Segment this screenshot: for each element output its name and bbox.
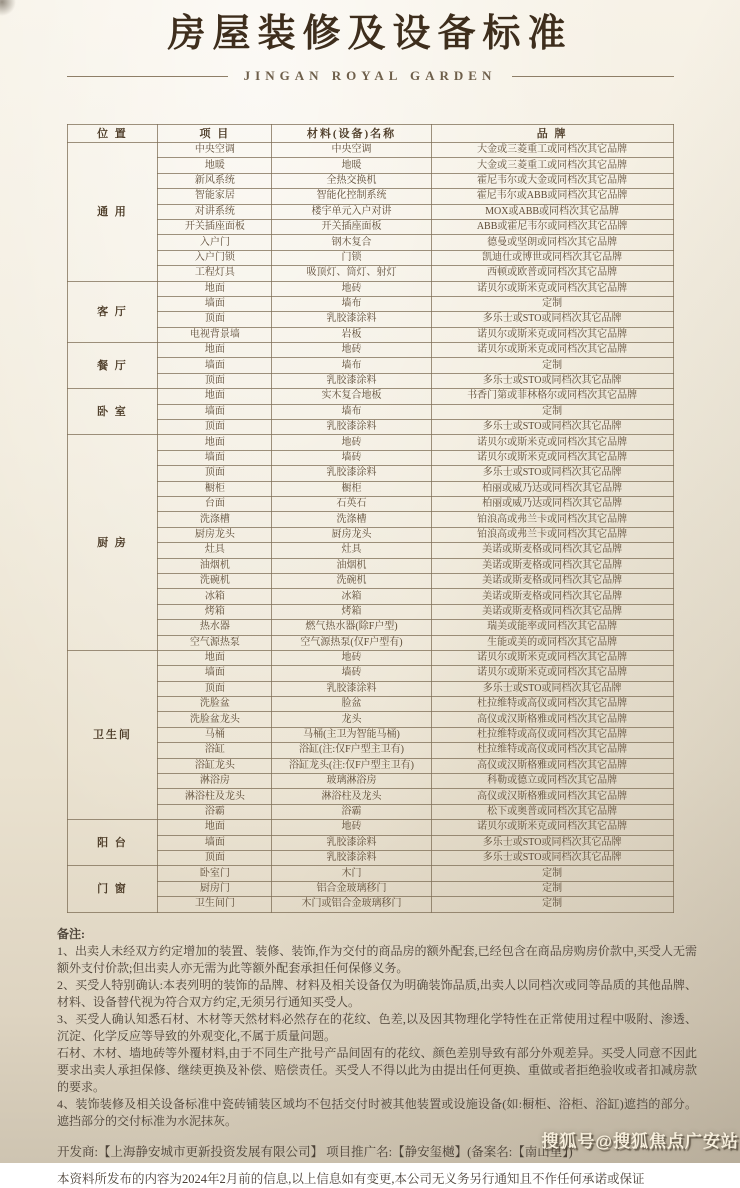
table-row (67, 835, 673, 850)
subtitle-left-rule (67, 76, 228, 77)
header-brand: 品 牌 (431, 125, 673, 143)
item-cell: 淋浴柱及龙头 (158, 789, 272, 804)
material-cell: 实木复合地板 (272, 389, 431, 404)
table-row (67, 804, 673, 819)
material-cell: 墙砖 (272, 450, 431, 465)
table-row (67, 697, 673, 712)
item-cell: 开关插座面板 (158, 219, 272, 234)
item-cell: 顶面 (158, 681, 272, 696)
watermark: 搜狐号@搜狐焦点广安站 (541, 1132, 739, 1151)
table-row (67, 420, 673, 435)
table-row (67, 235, 673, 250)
material-cell: 玻璃淋浴房 (272, 774, 431, 789)
brand-cell: 杜拉维特或高仪或同档次其它品牌 (431, 727, 673, 742)
table-row (67, 820, 673, 835)
material-cell: 地砖 (272, 650, 431, 665)
material-cell: 龙头 (272, 712, 431, 727)
table-header-row (67, 125, 673, 143)
item-cell: 墙面 (158, 296, 272, 311)
material-cell: 厨房龙头 (272, 527, 431, 542)
brand-cell: 多乐士或STO或同档次其它品牌 (431, 850, 673, 865)
brand-cell: 铂浪高或弗兰卡或同档次其它品牌 (431, 512, 673, 527)
item-cell: 浴缸龙头 (158, 758, 272, 773)
material-cell: 墙布 (272, 358, 431, 373)
material-cell: 地暖 (272, 158, 431, 173)
item-cell: 顶面 (158, 466, 272, 481)
item-cell: 浴霸 (158, 804, 272, 819)
material-cell: 铝合金玻璃移门 (272, 881, 431, 896)
item-cell: 中央空调 (158, 143, 272, 158)
item-cell: 地面 (158, 343, 272, 358)
material-cell: 楼宇单元入户对讲 (272, 204, 431, 219)
brand-cell: 诺贝尔或斯米克或同档次其它品牌 (431, 666, 673, 681)
item-cell: 入户门 (158, 235, 272, 250)
brand-cell: 松下或奥普或同档次其它品牌 (431, 804, 673, 819)
material-cell: 中央空调 (272, 143, 431, 158)
spec-table-body (67, 125, 673, 913)
table-row (67, 327, 673, 342)
table-row (67, 358, 673, 373)
material-cell: 油烟机 (272, 558, 431, 573)
item-cell: 卧室门 (158, 866, 272, 881)
material-cell: 地砖 (272, 343, 431, 358)
brand-cell: 生能或美的或同档次其它品牌 (431, 635, 673, 650)
brand-cell: 高仪或汉斯格雅或同档次其它品牌 (431, 712, 673, 727)
material-cell: 空气源热泵(仅F户型有) (272, 635, 431, 650)
page-title: 房屋装修及设备标准 (167, 13, 573, 55)
material-cell: 门锁 (272, 250, 431, 265)
table-row (67, 620, 673, 635)
brand-cell: 美诺或斯麦格或同档次其它品牌 (431, 543, 673, 558)
table-row (67, 219, 673, 234)
brand-cell: ABB或霍尼韦尔或同档次其它品牌 (431, 219, 673, 234)
notes-label: 备注: (57, 926, 85, 941)
table-row (67, 866, 673, 881)
material-cell: 乳胶漆涂料 (272, 466, 431, 481)
brand-cell: 美诺或斯麦格或同档次其它品牌 (431, 558, 673, 573)
notes-list (57, 943, 697, 1130)
table-row (67, 881, 673, 896)
item-cell: 空气源热泵 (158, 635, 272, 650)
location-cell: 阳 台 (67, 820, 158, 866)
material-cell: 乳胶漆涂料 (272, 312, 431, 327)
table-row (67, 343, 673, 358)
brand-cell: 杜拉维特或高仪或同档次其它品牌 (431, 743, 673, 758)
item-cell: 灶具 (158, 543, 272, 558)
brand-cell: 多乐士或STO或同档次其它品牌 (431, 835, 673, 850)
brand-cell: 定制 (431, 404, 673, 419)
item-cell: 地面 (158, 650, 272, 665)
table-row (67, 774, 673, 789)
material-cell: 浴缸龙头(注:仅F户型主卫有) (272, 758, 431, 773)
table-row (67, 604, 673, 619)
item-cell: 墙面 (158, 404, 272, 419)
item-cell: 墙面 (158, 358, 272, 373)
table-row (67, 650, 673, 665)
table-row (67, 450, 673, 465)
material-cell: 木门 (272, 866, 431, 881)
item-cell: 墙面 (158, 666, 272, 681)
note-item: 4、装饰装修及相关设备标准中瓷砖铺装区域均不包括交付时被其他装置或设施设备(如:橱柜、浴柜、浴缸)遮挡的部分。遮挡部分的交付标准为水泥抹灰。 (57, 1096, 697, 1128)
brand-cell: 定制 (431, 296, 673, 311)
table-row (67, 666, 673, 681)
brand-cell: 霍尼韦尔或大金或同档次其它品牌 (431, 173, 673, 188)
material-cell: 乳胶漆涂料 (272, 420, 431, 435)
item-cell: 马桶 (158, 727, 272, 742)
brand-cell: 大金或三菱重工或同档次其它品牌 (431, 158, 673, 173)
item-cell: 地面 (158, 281, 272, 296)
item-cell: 智能家居 (158, 189, 272, 204)
brand-cell: 高仪或汉斯格雅或同档次其它品牌 (431, 758, 673, 773)
brand-cell: 科勒或德立或同档次其它品牌 (431, 774, 673, 789)
material-cell: 智能化控制系统 (272, 189, 431, 204)
brand-cell: 高仪或汉斯格雅或同档次其它品牌 (431, 789, 673, 804)
table-row (67, 266, 673, 281)
brand-cell: 诺贝尔或斯米克或同档次其它品牌 (431, 450, 673, 465)
brand-cell: 大金或三菱重工或同档次其它品牌 (431, 143, 673, 158)
location-cell: 卧 室 (67, 389, 158, 435)
brand-cell: 西顿或欧普或同档次其它品牌 (431, 266, 673, 281)
table-row (67, 435, 673, 450)
table-row (67, 404, 673, 419)
item-cell: 台面 (158, 496, 272, 511)
header-item: 项 目 (158, 125, 272, 143)
page-subtitle (67, 68, 674, 84)
table-row (67, 373, 673, 388)
item-cell: 地面 (158, 435, 272, 450)
item-cell: 洗碗机 (158, 573, 272, 588)
item-cell: 顶面 (158, 373, 272, 388)
table-row (67, 558, 673, 573)
note-item: 1、出卖人未经双方约定增加的装置、装修、装饰,作为交付的商品房的额外配套,已经包含在商品房购房价款中,买受人无需额外支付价款;但出卖人亦无需为此等额外配套承担任何保修义务。 (57, 943, 697, 975)
material-cell: 吸顶灯、筒灯、射灯 (272, 266, 431, 281)
brand-cell: 诺贝尔或斯米克或同档次其它品牌 (431, 281, 673, 296)
header-material: 材料(设备)名称 (272, 125, 431, 143)
brand-cell: 诺贝尔或斯米克或同档次其它品牌 (431, 327, 673, 342)
spec-table (67, 124, 674, 913)
item-cell: 卫生间门 (158, 897, 272, 912)
brand-cell: 铂浪高或弗兰卡或同档次其它品牌 (431, 527, 673, 542)
material-cell: 墙布 (272, 404, 431, 419)
table-row (67, 758, 673, 773)
table-row (67, 204, 673, 219)
item-cell: 墙面 (158, 835, 272, 850)
item-cell: 新风系统 (158, 173, 272, 188)
material-cell: 钢木复合 (272, 235, 431, 250)
item-cell: 顶面 (158, 420, 272, 435)
item-cell: 厨房门 (158, 881, 272, 896)
item-cell: 顶面 (158, 850, 272, 865)
location-cell: 通 用 (67, 143, 158, 282)
material-cell: 墙布 (272, 296, 431, 311)
material-cell: 冰箱 (272, 589, 431, 604)
item-cell: 地面 (158, 389, 272, 404)
table-row (67, 897, 673, 912)
brand-cell: 德曼或坚朗或同档次其它品牌 (431, 235, 673, 250)
material-cell: 地砖 (272, 281, 431, 296)
item-cell: 热水器 (158, 620, 272, 635)
material-cell: 石英石 (272, 496, 431, 511)
table-row (67, 189, 673, 204)
material-cell: 脸盆 (272, 697, 431, 712)
material-cell: 浴缸(注:仅F户型主卫有) (272, 743, 431, 758)
item-cell: 顶面 (158, 312, 272, 327)
table-row (67, 712, 673, 727)
material-cell: 淋浴柱及龙头 (272, 789, 431, 804)
table-row (67, 743, 673, 758)
brand-cell: 柏丽或威乃达或同档次其它品牌 (431, 481, 673, 496)
item-cell: 工程灯具 (158, 266, 272, 281)
header-location: 位 置 (67, 125, 158, 143)
material-cell: 马桶(主卫为智能马桶) (272, 727, 431, 742)
material-cell: 乳胶漆涂料 (272, 835, 431, 850)
notes-section (57, 926, 697, 1130)
brand-cell: 柏丽或威乃达或同档次其它品牌 (431, 496, 673, 511)
material-cell: 木门或铝合金玻璃移门 (272, 897, 431, 912)
table-row (67, 850, 673, 865)
brand-cell: 定制 (431, 897, 673, 912)
table-row (67, 512, 673, 527)
note-item: 3、买受人确认知悉石材、木材等天然材料必然存在的花纹、色差,以及因其物理化学特性在正常使用过程中吸附、渗透、沉淀、化学反应等导致的外观变化,不属于质量问题。 (57, 1011, 697, 1043)
table-row (67, 527, 673, 542)
material-cell: 洗涤槽 (272, 512, 431, 527)
brand-cell: 凯迪仕或博世或同档次其它品牌 (431, 250, 673, 265)
table-row (67, 281, 673, 296)
brand-cell: MOX或ABB或同档次其它品牌 (431, 204, 673, 219)
material-cell: 地砖 (272, 435, 431, 450)
table-row (67, 789, 673, 804)
item-cell: 地暖 (158, 158, 272, 173)
material-cell: 燃气热水器(除F户型) (272, 620, 431, 635)
item-cell: 地面 (158, 820, 272, 835)
developer-line: 开发商:【上海静安城市更新投资发展有限公司】 项目推广名:【静安玺樾】(备案名:【南山里】) (57, 1144, 573, 1159)
material-cell: 灶具 (272, 543, 431, 558)
table-row (67, 573, 673, 588)
table-row (67, 312, 673, 327)
brand-cell: 书香门第或菲林格尔或同档次其它品牌 (431, 389, 673, 404)
item-cell: 入户门锁 (158, 250, 272, 265)
brand-cell: 美诺或斯麦格或同档次其它品牌 (431, 573, 673, 588)
brand-cell: 定制 (431, 358, 673, 373)
subtitle-right-rule (512, 76, 673, 77)
table-row (67, 158, 673, 173)
item-cell: 洗脸盆 (158, 697, 272, 712)
item-cell: 厨房龙头 (158, 527, 272, 542)
material-cell: 墙砖 (272, 666, 431, 681)
table-row (67, 143, 673, 158)
table-row (67, 296, 673, 311)
brand-cell: 美诺或斯麦格或同档次其它品牌 (431, 589, 673, 604)
material-cell: 洗碗机 (272, 573, 431, 588)
material-cell: 浴霸 (272, 804, 431, 819)
material-cell: 岩板 (272, 327, 431, 342)
brand-cell: 诺贝尔或斯米克或同档次其它品牌 (431, 820, 673, 835)
brand-cell: 诺贝尔或斯米克或同档次其它品牌 (431, 650, 673, 665)
subtitle-text: JINGAN ROYAL GARDEN (243, 68, 497, 83)
material-cell: 开关插座面板 (272, 219, 431, 234)
location-cell: 餐 厅 (67, 343, 158, 389)
brand-cell: 诺贝尔或斯米克或同档次其它品牌 (431, 343, 673, 358)
brand-cell: 诺贝尔或斯米克或同档次其它品牌 (431, 435, 673, 450)
location-cell: 厨 房 (67, 435, 158, 650)
brand-cell: 瑞美或能率或同档次其它品牌 (431, 620, 673, 635)
item-cell: 橱柜 (158, 481, 272, 496)
brand-cell: 多乐士或STO或同档次其它品牌 (431, 373, 673, 388)
brand-cell: 美诺或斯麦格或同档次其它品牌 (431, 604, 673, 619)
material-cell: 地砖 (272, 820, 431, 835)
table-row (67, 481, 673, 496)
item-cell: 墙面 (158, 450, 272, 465)
brand-cell: 多乐士或STO或同档次其它品牌 (431, 466, 673, 481)
item-cell: 洗脸盆龙头 (158, 712, 272, 727)
material-cell: 乳胶漆涂料 (272, 373, 431, 388)
table-row (67, 466, 673, 481)
brand-cell: 定制 (431, 881, 673, 896)
table-row (67, 543, 673, 558)
material-cell: 乳胶漆涂料 (272, 681, 431, 696)
material-cell: 烤箱 (272, 604, 431, 619)
table-row (67, 727, 673, 742)
location-cell: 门 窗 (67, 866, 158, 912)
brand-cell: 杜拉维特或高仪或同档次其它品牌 (431, 697, 673, 712)
brand-cell: 多乐士或STO或同档次其它品牌 (431, 420, 673, 435)
location-cell: 客 厅 (67, 281, 158, 343)
brand-cell: 霍尼韦尔或ABB或同档次其它品牌 (431, 189, 673, 204)
brand-cell: 定制 (431, 866, 673, 881)
table-row (67, 173, 673, 188)
note-item: 2、买受人特别确认:本表列明的装饰的品牌、材料及相关设备仅为明确装饰品质,出卖人以同档次或同等品质的其他品牌、材料、设备替代视为符合双方约定,无须另行通知买受人。 (57, 977, 697, 1009)
item-cell: 油烟机 (158, 558, 272, 573)
table-row (67, 389, 673, 404)
table-row (67, 635, 673, 650)
material-cell: 橱柜 (272, 481, 431, 496)
disclaimer-line: 本资料所发布的内容为2024年2月前的信息,以上信息如有变更,本公司无义务另行通知且不作任何承诺或保证 (57, 1171, 645, 1186)
item-cell: 冰箱 (158, 589, 272, 604)
material-cell: 全热交换机 (272, 173, 431, 188)
item-cell: 电视背景墙 (158, 327, 272, 342)
item-cell: 对讲系统 (158, 204, 272, 219)
table-row (67, 681, 673, 696)
brand-cell: 多乐士或STO或同档次其它品牌 (431, 312, 673, 327)
item-cell: 淋浴房 (158, 774, 272, 789)
item-cell: 洗涤槽 (158, 512, 272, 527)
material-cell: 乳胶漆涂料 (272, 850, 431, 865)
brand-cell: 多乐士或STO或同档次其它品牌 (431, 681, 673, 696)
table-row (67, 589, 673, 604)
table-row (67, 496, 673, 511)
item-cell: 烤箱 (158, 604, 272, 619)
table-row (67, 250, 673, 265)
location-cell: 卫生间 (67, 650, 158, 819)
note-item: 石材、木材、墙地砖等外覆材料,由于不同生产批号产品间固有的花纹、颜色差别导致有部分外观差异。买受人同意不因此要求出卖人承担保修、继续更换及补偿、赔偿责任。买受人不得以此为由提出任何更换、重做或者拒绝验收或者扣减房款的要求。 (57, 1045, 697, 1094)
item-cell: 浴缸 (158, 743, 272, 758)
